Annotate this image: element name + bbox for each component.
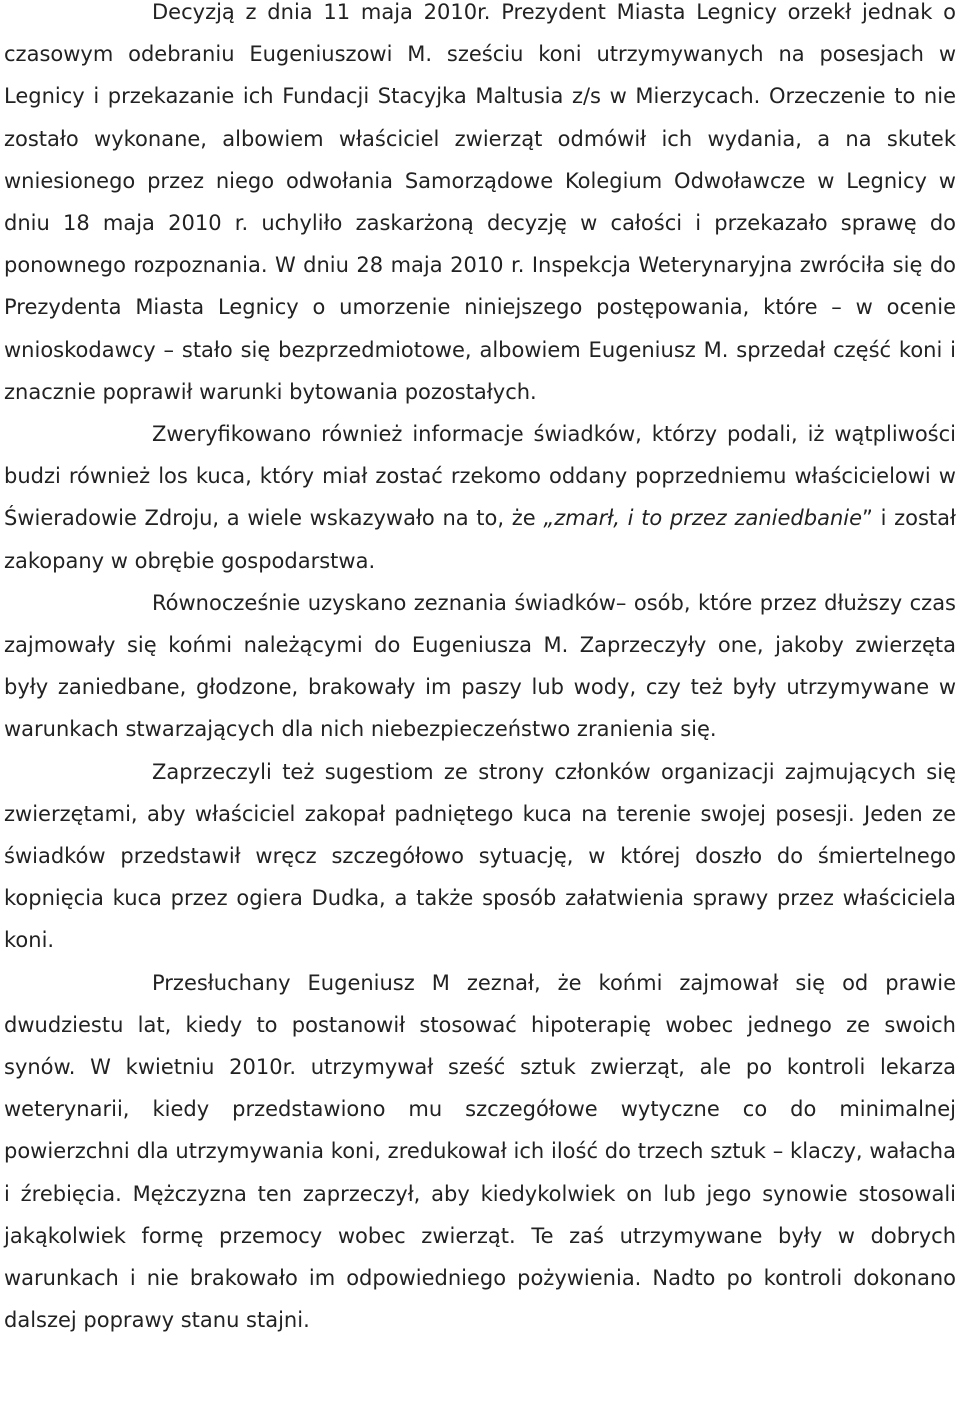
paragraph-2-text-end: ” i został zakopany w obrębie gospodarstwa. [4,506,956,573]
paragraph-5-text: Przesłuchany Eugeniusz M zeznał, że końmi zajmował się od prawie dwudziestu lat, kiedy to postanowił stosować hipoterapię wobec jednego ze swoich synów. W kwietniu 2010r. utrzymywał sześć sztuk zwierząt, ale po kontroli lekarza weterynarii, kiedy przedstawiono mu szczegółowe wytyczne co do minimalnej powierzchni dla utrzymywania koni, zredukował ich ilość do trzech sztuk – klaczy, wałacha i źrebięcia. Mężczyzna ten zaprzeczył, aby kiedykolwiek on lub jego synowie stosowali jakąkolwiek formę przemocy wobec zwierząt. Te zaś utrzymywane były w dobrych warunkach i nie brakowało im odpowiedniego pożywienia. Nadto po kontroli dokonano dalszej poprawy stanu stajni. [4,970,956,1333]
paragraph-2-text: Zweryfikowano również informacje świadków, którzy podali, iż wątpliwości budzi również los kuca, który miał zostać rzekomo oddany poprzedniemu właścicielowi w Świeradowie Zdroju, a wiele wskazywało na to, że [4,422,956,531]
paragraph-1 [4,0,956,413]
paragraph-5 [4,962,956,1342]
document-page [4,0,956,1342]
paragraph-2-italic-quote: „zmarł, i to przez zaniedbanie [543,506,863,531]
paragraph-4-text: Zaprzeczyli też sugestiom ze strony członków organizacji zajmujących się zwierzętami, aby właściciel zakopał padniętego kuca na terenie swojej posesji. Jeden ze świadków przedstawił wręcz szczegółowo sytuację, w której doszło do śmiertelnego kopnięcia kuca przez ogiera Dudka, a także sposób załatwienia sprawy przez właściciela koni. [4,759,956,953]
paragraph-3-text: Równocześnie uzyskano zeznania świadków– osób, które przez dłuższy czas zajmowały się końmi należącymi do Eugeniusza M. Zaprzeczyły one, jakoby zwierzęta były zaniedbane, głodzone, brakowały im paszy lub wody, czy też były utrzymywane w warunkach stwarzających dla nich niebezpieczeństwo zranienia się. [4,590,956,742]
paragraph-4 [4,751,956,962]
paragraph-1-text: Decyzją z dnia 11 maja 2010r. Prezydent Miasta Legnicy orzekł jednak o czasowym odebraniu Eugeniuszowi M. sześciu koni utrzymywanych na posesjach w Legnicy i przekazanie ich Fundacji Stacyjka Maltusia z/s w Mierzycach. Orzeczenie to nie zostało wykonane, albowiem właściciel zwierząt odmówił ich wydania, a na skutek wniesionego przez niego odwołania Samorządowe Kolegium Odwoławcze w Legnicy w dniu 18 maja 2010 r. uchyliło zaskarżoną decyzję w całości i przekazało sprawę do ponownego rozpoznania. W dniu 28 maja 2010 r. Inspekcja Weterynaryjna zwróciła się do Prezydenta Miasta Legnicy o umorzenie niniejszego postępowania, które – w ocenie wnioskodawcy – stało się bezprzedmiotowe, albowiem Eugeniusz M. sprzedał część koni i znacznie poprawił warunki bytowania pozostałych. [4,0,956,404]
paragraph-2 [4,413,956,582]
paragraph-3 [4,582,956,751]
